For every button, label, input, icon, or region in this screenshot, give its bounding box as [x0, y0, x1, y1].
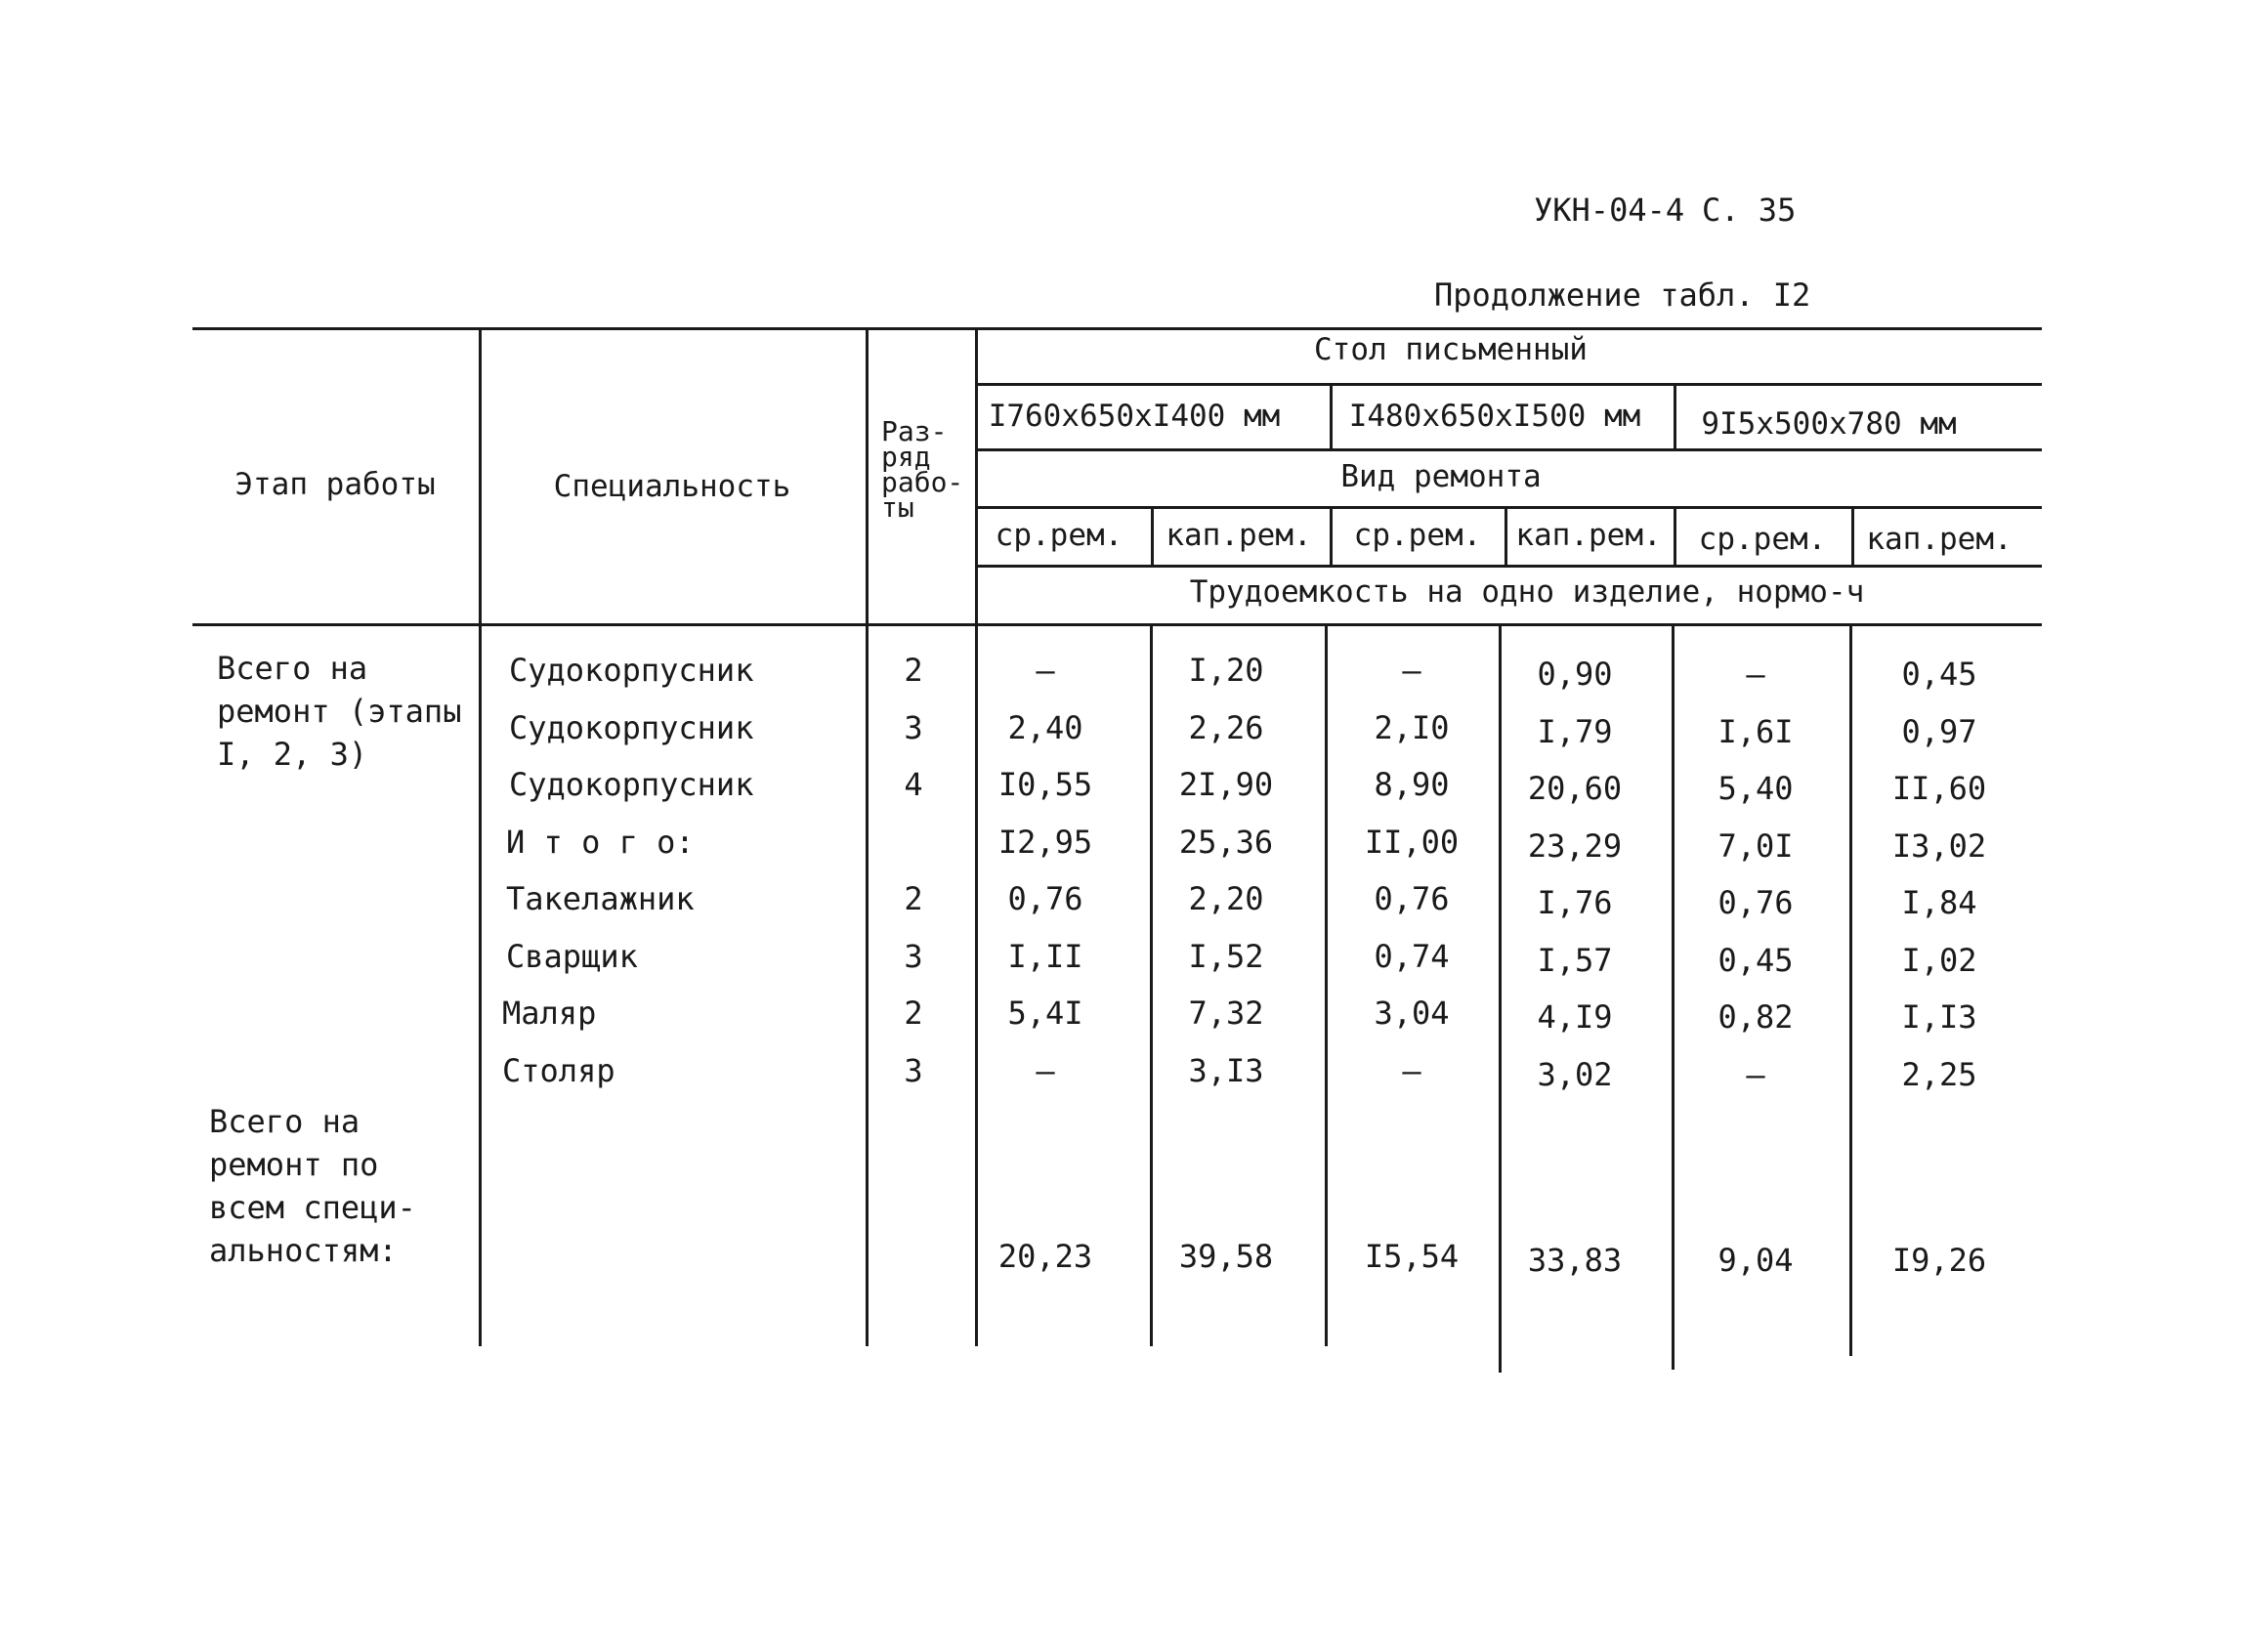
- value-cell: 0,74: [1374, 938, 1450, 975]
- value-cell: 0,45: [1901, 656, 1977, 693]
- value-cell: 0,76: [1717, 884, 1794, 921]
- rank-cell: 3: [904, 1052, 923, 1089]
- specialty-cell: Маляр: [502, 995, 597, 1032]
- page-number: С. 35: [1702, 191, 1797, 229]
- value-cell: II,60: [1891, 770, 1987, 807]
- value-cell: I,6I: [1717, 713, 1794, 750]
- header-repair-kind: кап.рем.: [1866, 522, 2013, 557]
- value-cell: 2,26: [1188, 709, 1264, 746]
- specialty-cell: Сварщик: [506, 938, 638, 975]
- value-cell: I,02: [1901, 942, 1977, 979]
- value-cell: 2I,90: [1178, 766, 1274, 803]
- rank-cell: 3: [904, 709, 923, 746]
- repair-kind-bottom-rule: [977, 565, 2042, 568]
- stage-label-line: ремонт (этапы: [217, 693, 462, 730]
- stage-label-line: ремонт по: [209, 1146, 379, 1183]
- value-cell: II,00: [1364, 824, 1460, 861]
- header-specialty: Специальность: [553, 469, 791, 504]
- value-cell: –: [1746, 1056, 1765, 1093]
- value-cell: –: [1036, 1052, 1055, 1089]
- header-size: 9I5x500x780 мм: [1701, 406, 1957, 442]
- value-cell: I,57: [1537, 942, 1613, 979]
- value-cell: I,20: [1188, 652, 1264, 689]
- header-rank-line: Раз-: [881, 415, 948, 447]
- value-cell: 3,I3: [1188, 1052, 1264, 1089]
- repair-kind-top-rule: [977, 506, 2042, 509]
- header-stage: Этап работы: [234, 467, 436, 502]
- specialty-cell: И т о г о:: [506, 824, 695, 861]
- header-repair-type: Вид ремонта: [1340, 459, 1542, 494]
- value-cell: I0,55: [997, 766, 1093, 803]
- header-repair-kind: кап.рем.: [1515, 518, 1662, 553]
- value-col-divider-1: [1151, 506, 1154, 565]
- specialty-cell: Судокорпусник: [509, 652, 754, 689]
- rank-cell: 2: [904, 652, 923, 689]
- body-col-divider-4: [1672, 625, 1675, 1370]
- value-cell: 7,0I: [1717, 827, 1794, 865]
- total-value-cell: 9,04: [1717, 1242, 1794, 1279]
- value-cell: 5,40: [1717, 770, 1794, 807]
- document-code: УКН-04-4: [1534, 191, 1685, 229]
- value-cell: –: [1036, 652, 1055, 689]
- header-labor: Трудоемкость на одно изделие, нормо-ч: [1189, 574, 1865, 610]
- value-cell: I,II: [1007, 938, 1083, 975]
- rank-cell: 2: [904, 995, 923, 1032]
- header-rank-line: ты: [881, 491, 914, 524]
- specialty-cell: Судокорпусник: [509, 709, 754, 746]
- header-repair-kind: ср.рем.: [1353, 518, 1482, 553]
- value-cell: 2,25: [1901, 1056, 1977, 1093]
- value-cell: –: [1746, 656, 1765, 693]
- header-bottom-rule: [192, 623, 2042, 626]
- col-divider-rank: [975, 330, 978, 1346]
- total-value-cell: I5,54: [1364, 1238, 1460, 1275]
- total-value-cell: I9,26: [1891, 1242, 1987, 1279]
- value-cell: I,84: [1901, 884, 1977, 921]
- value-cell: 0,45: [1717, 942, 1794, 979]
- body-col-divider-1: [1150, 625, 1153, 1346]
- value-cell: 3,04: [1374, 995, 1450, 1032]
- value-cell: 7,32: [1188, 995, 1264, 1032]
- value-cell: I,I3: [1901, 998, 1977, 1036]
- header-product: Стол письменный: [1314, 332, 1588, 367]
- specialty-cell: Судокорпусник: [509, 766, 754, 803]
- specialty-cell: Такелажник: [506, 880, 695, 917]
- value-cell: I2,95: [997, 824, 1093, 861]
- size-top-rule: [977, 383, 2042, 386]
- value-cell: 4,I9: [1537, 998, 1613, 1036]
- rank-cell: 4: [904, 766, 923, 803]
- value-cell: I,52: [1188, 938, 1264, 975]
- body-col-divider-5: [1849, 625, 1852, 1356]
- col-divider-specialty: [866, 330, 869, 1346]
- value-cell: –: [1402, 1052, 1421, 1089]
- value-cell: 0,90: [1537, 656, 1613, 693]
- value-col-divider-2: [1330, 506, 1333, 565]
- rank-cell: 2: [904, 880, 923, 917]
- header-size: I480x650xI500 мм: [1348, 399, 1641, 434]
- value-cell: I,79: [1537, 713, 1613, 750]
- value-col-divider-4: [1674, 506, 1676, 565]
- size-divider-1: [1330, 386, 1333, 448]
- value-cell: I,76: [1537, 884, 1613, 921]
- total-value-cell: 39,58: [1178, 1238, 1274, 1275]
- header-repair-kind: кап.рем.: [1166, 518, 1312, 553]
- value-cell: –: [1402, 652, 1421, 689]
- value-cell: 25,36: [1178, 824, 1274, 861]
- body-col-divider-2: [1325, 625, 1328, 1346]
- header-repair-kind: ср.рем.: [995, 518, 1124, 553]
- body-col-divider-3: [1499, 625, 1502, 1373]
- header-repair-kind: ср.рем.: [1698, 522, 1827, 557]
- value-cell: 2,20: [1188, 880, 1264, 917]
- stage-label-line: I, 2, 3): [217, 736, 368, 773]
- size-divider-2: [1674, 386, 1676, 448]
- table-continuation-caption: Продолжение табл. I2: [1434, 276, 1811, 314]
- value-cell: 2,40: [1007, 709, 1083, 746]
- value-cell: 20,60: [1527, 770, 1623, 807]
- table-top-rule: [192, 327, 2042, 330]
- rank-cell: 3: [904, 938, 923, 975]
- total-value-cell: 33,83: [1527, 1242, 1623, 1279]
- value-cell: 23,29: [1527, 827, 1623, 865]
- size-bottom-rule: [977, 448, 2042, 451]
- value-cell: I3,02: [1891, 827, 1987, 865]
- specialty-cell: Столяр: [502, 1052, 615, 1089]
- stage-label-line: Всего на: [217, 650, 368, 687]
- value-cell: 0,76: [1007, 880, 1083, 917]
- value-cell: 3,02: [1537, 1056, 1613, 1093]
- value-col-divider-5: [1851, 506, 1854, 565]
- stage-label-line: Всего на: [209, 1103, 360, 1140]
- header-size: I760x650xI400 мм: [988, 399, 1281, 434]
- value-cell: 2,I0: [1374, 709, 1450, 746]
- total-value-cell: 20,23: [997, 1238, 1093, 1275]
- value-cell: 5,4I: [1007, 995, 1083, 1032]
- col-divider-stage: [479, 330, 482, 1346]
- stage-label-line: всем специ-: [209, 1189, 416, 1226]
- value-cell: 0,82: [1717, 998, 1794, 1036]
- value-col-divider-3: [1505, 506, 1507, 565]
- header-rank-line: рабо-: [881, 466, 964, 498]
- header-rank-line: ряд: [881, 441, 931, 473]
- value-cell: 0,76: [1374, 880, 1450, 917]
- value-cell: 0,97: [1901, 713, 1977, 750]
- stage-label-line: альностям:: [209, 1232, 398, 1269]
- value-cell: 8,90: [1374, 766, 1450, 803]
